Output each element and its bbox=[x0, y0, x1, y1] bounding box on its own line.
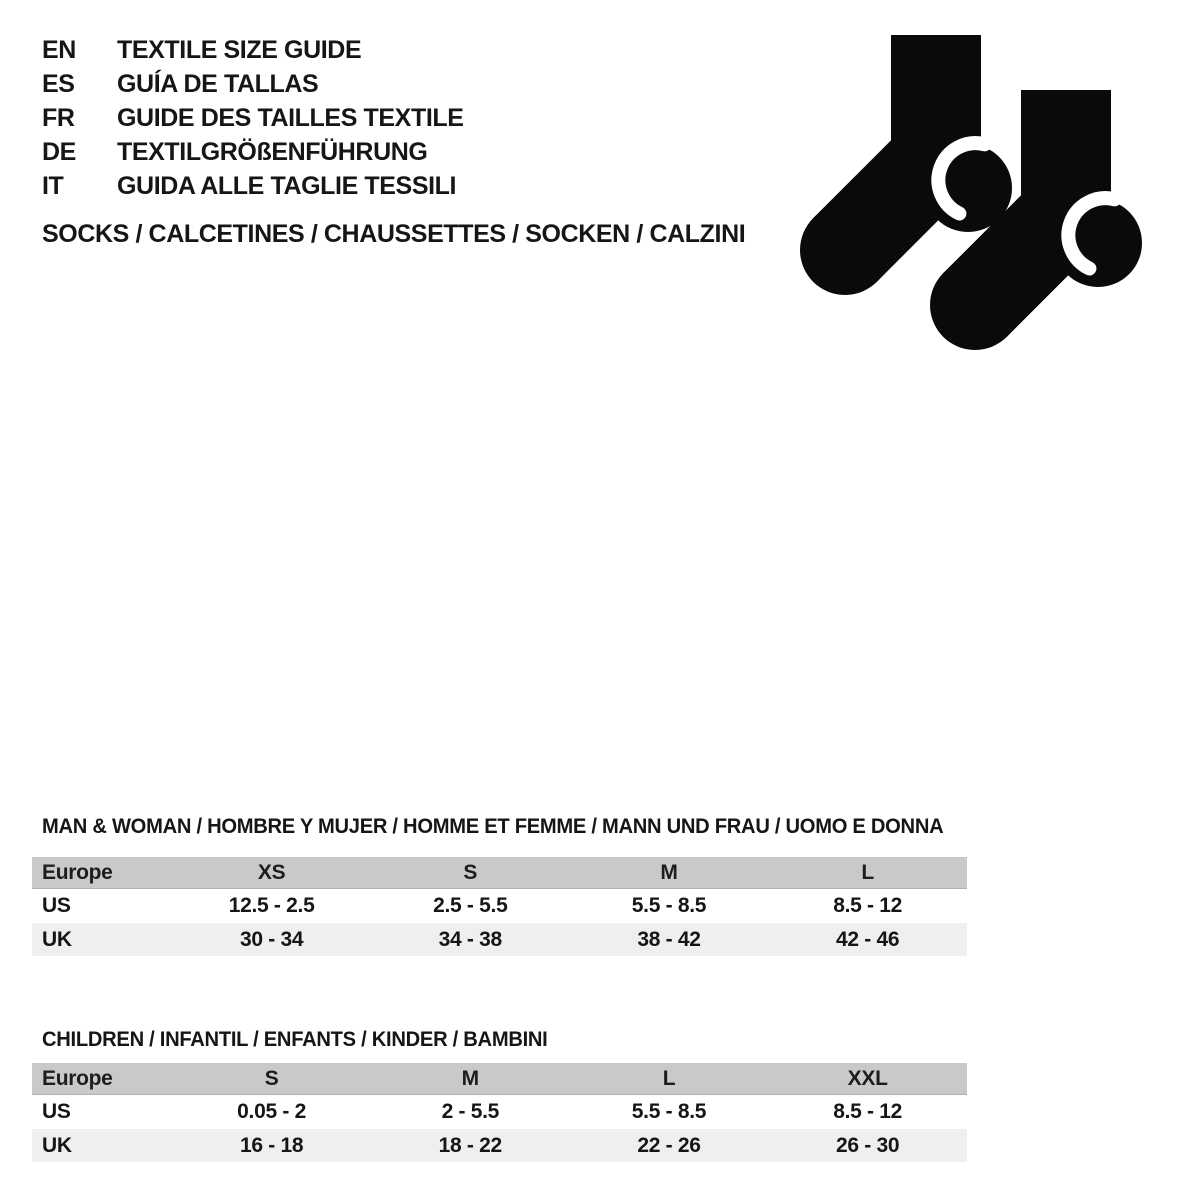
language-row-es bbox=[42, 67, 464, 101]
column-header-s: S bbox=[264, 1066, 279, 1090]
language-code: IT bbox=[42, 171, 64, 200]
language-title: GUIDE DES TAILLES TEXTILE bbox=[117, 103, 464, 132]
cell-value: 30 - 34 bbox=[239, 927, 304, 951]
language-code: EN bbox=[42, 35, 76, 64]
language-title: GUIDA ALLE TAGLIE TESSILI bbox=[117, 171, 457, 200]
column-header-europe: Europe bbox=[42, 1066, 113, 1090]
section-title-man-woman: MAN & WOMAN / HOMBRE Y MUJER / HOMME ET FEMME / MANN UND FRAU / UOMO E DONNA bbox=[42, 815, 944, 838]
language-title-list bbox=[42, 33, 464, 203]
table-header-row bbox=[32, 857, 967, 889]
language-row-de bbox=[42, 135, 464, 169]
language-row-it bbox=[42, 169, 464, 203]
table-row-uk bbox=[32, 1129, 967, 1162]
row-label: UK bbox=[42, 927, 72, 951]
row-label: US bbox=[42, 1100, 71, 1123]
cell-value: 42 - 46 bbox=[836, 927, 900, 951]
table-header-row bbox=[32, 1063, 967, 1095]
language-title: TEXTILGRÖßENFÜHRUNG bbox=[117, 137, 428, 166]
cell-value: 26 - 30 bbox=[836, 1133, 900, 1157]
size-table-children bbox=[32, 1063, 967, 1162]
column-header-xxl: XXL bbox=[847, 1066, 888, 1090]
language-code: ES bbox=[42, 69, 75, 98]
column-header-l: L bbox=[861, 860, 874, 884]
category-heading: SOCKS / CALCETINES / CHAUSSETTES / SOCKEN / CALZINI bbox=[42, 220, 746, 248]
column-header-m: M bbox=[660, 860, 678, 884]
cell-value: 5.5 - 8.5 bbox=[631, 1100, 707, 1123]
language-code: DE bbox=[42, 137, 76, 166]
cell-value: 0.05 - 2 bbox=[237, 1100, 306, 1123]
cell-value: 8.5 - 12 bbox=[833, 894, 903, 917]
column-header-l: L bbox=[662, 1066, 676, 1090]
cell-value: 8.5 - 12 bbox=[833, 1100, 903, 1123]
cell-value: 2.5 - 5.5 bbox=[433, 894, 508, 917]
table-row-uk bbox=[32, 923, 967, 956]
cell-value: 22 - 26 bbox=[637, 1133, 701, 1157]
cell-value: 12.5 - 2.5 bbox=[228, 894, 315, 917]
language-row-en bbox=[42, 33, 464, 67]
cell-value: 18 - 22 bbox=[438, 1133, 502, 1157]
table-row-us bbox=[32, 889, 967, 923]
section-title-children: CHILDREN / INFANTIL / ENFANTS / KINDER / BAMBINI bbox=[42, 1028, 548, 1051]
socks-icon bbox=[790, 22, 1160, 362]
cell-value: 34 - 38 bbox=[438, 927, 502, 951]
language-code: FR bbox=[42, 103, 75, 132]
size-table-man-woman bbox=[32, 857, 967, 956]
language-title: TEXTILE SIZE GUIDE bbox=[117, 35, 362, 64]
row-label: UK bbox=[42, 1133, 72, 1157]
column-header-europe: Europe bbox=[42, 860, 113, 884]
language-row-fr bbox=[42, 101, 464, 135]
cell-value: 38 - 42 bbox=[637, 927, 701, 951]
column-header-s: S bbox=[463, 860, 478, 884]
column-header-xs: XS bbox=[257, 860, 286, 884]
language-title: GUÍA DE TALLAS bbox=[117, 69, 319, 98]
row-label: US bbox=[42, 894, 71, 917]
cell-value: 5.5 - 8.5 bbox=[631, 894, 707, 917]
column-header-m: M bbox=[461, 1066, 479, 1090]
cell-value: 2 - 5.5 bbox=[441, 1100, 499, 1123]
cell-value: 16 - 18 bbox=[239, 1133, 304, 1157]
table-row-us bbox=[32, 1095, 967, 1129]
